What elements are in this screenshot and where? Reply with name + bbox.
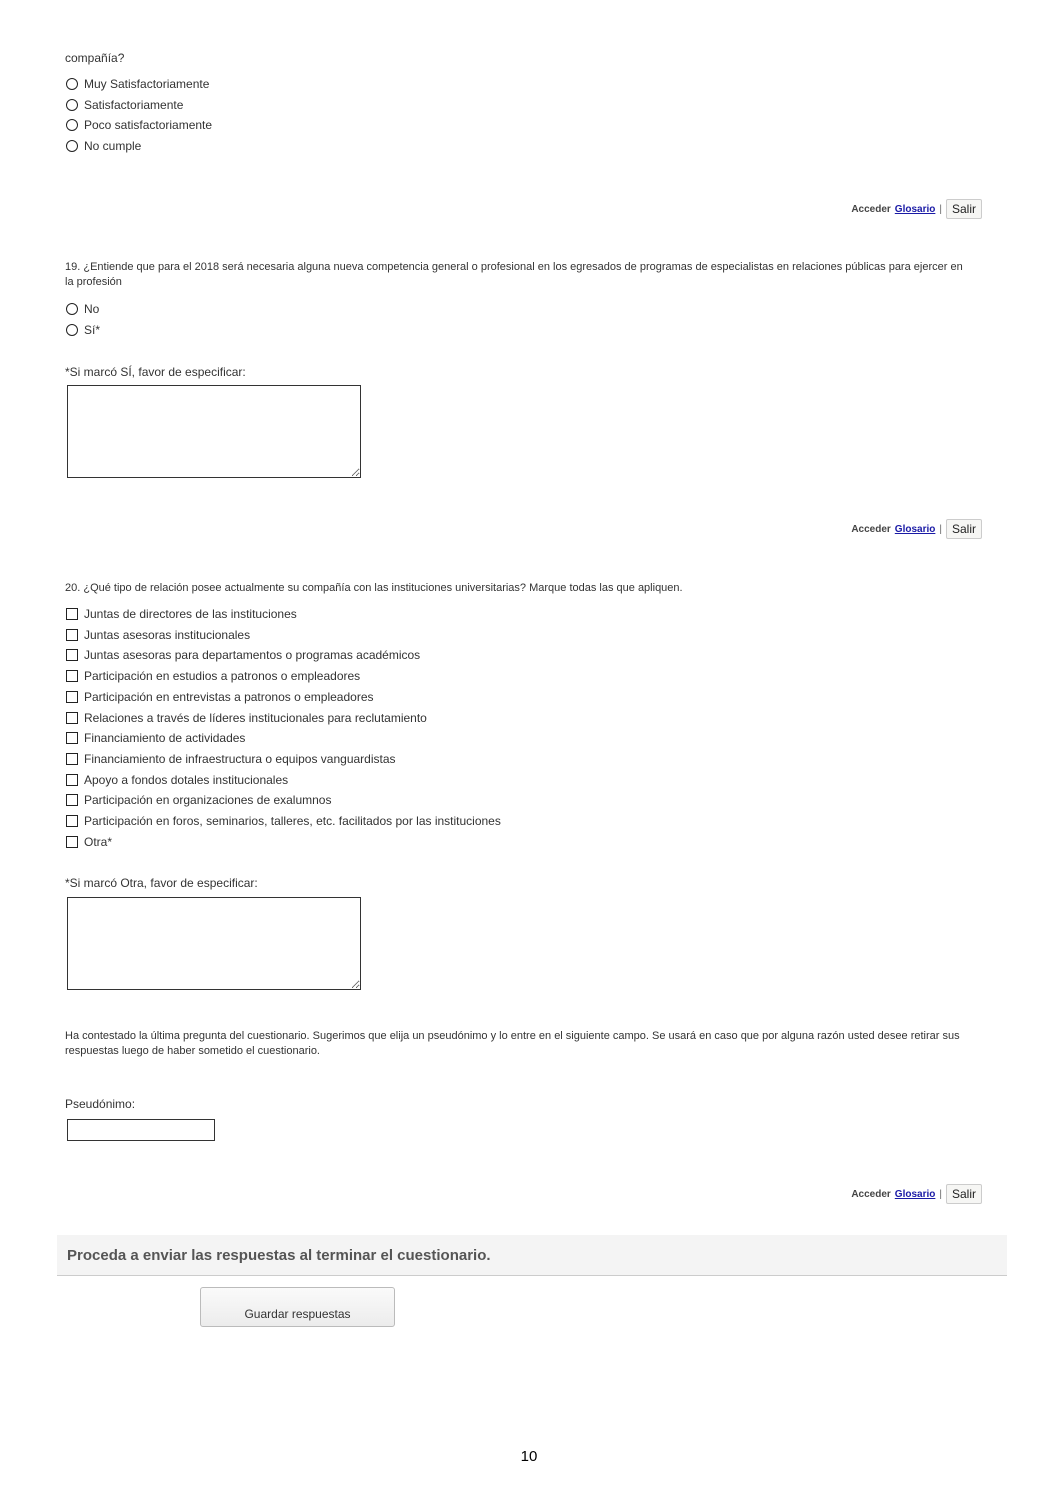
question-18-tail: compañía? [65,51,125,65]
question-20-specify-label: *Si marcó Otra, favor de especificar: [65,876,258,890]
q18-option[interactable] [66,117,212,133]
question-20-text: 20. ¿Qué tipo de relación posee actualmente su compañía con las instituciones universitarias? Marque todas las que apliquen. [65,582,683,594]
pseudonym-label: Pseudónimo: [65,1097,136,1111]
nav-bar [851,519,982,539]
exit-button[interactable]: Salir [946,199,982,219]
option-label: Juntas asesoras para departamentos o programas académicos [84,648,421,663]
save-button-clip [200,1287,395,1321]
save-answers-button[interactable]: Guardar respuestas [200,1287,395,1327]
q20-option[interactable] [66,813,501,829]
option-label: Poco satisfactoriamente [84,118,213,133]
radio-button[interactable] [66,99,78,111]
q20-option[interactable] [66,606,297,622]
q20-option[interactable] [66,668,360,684]
option-label: Juntas de directores de las instituciones [84,607,297,621]
glossary-link[interactable]: Glosario [894,1188,936,1200]
checkbox[interactable] [66,815,78,827]
radio-button[interactable] [66,119,78,131]
option-label: No [84,302,100,316]
q20-option[interactable] [66,834,112,850]
option-label: Participación en organizaciones de exalumnos [84,793,332,808]
checkbox[interactable] [66,753,78,765]
checkbox[interactable] [66,670,78,682]
q20-option[interactable] [66,751,396,767]
q18-option[interactable] [66,76,209,92]
question-19-specify-textarea[interactable] [67,385,361,478]
final-note: Ha contestado la última pregunta del cuestionario. Sugerimos que elija un pseudónimo y lo entre en el siguiente campo. Se usará en caso que por alguna razón usted desee retirar sus respuestas luego de haber sometido el cuestionario. [65,1030,960,1057]
option-label: Participación en estudios a patronos o empleadores [84,669,361,684]
option-label: Apoyo a fondos dotales institucionales [84,772,289,787]
q20-option[interactable] [66,792,331,808]
option-label: Otra* [84,834,113,849]
q18-option[interactable] [66,138,141,154]
q20-option[interactable] [66,772,288,788]
question-20-specify-textarea[interactable] [67,897,361,990]
checkbox[interactable] [66,794,78,806]
option-label: Muy Satisfactoriamente [84,77,210,91]
question-19-specify-label: *Si marcó SÍ, favor de especificar: [65,365,246,379]
q20-option[interactable] [66,689,374,705]
radio-button[interactable] [66,303,78,315]
q19-option[interactable] [66,301,99,317]
checkbox[interactable] [66,649,78,661]
option-label: Financiamiento de infraestructura o equipos vanguardistas [84,751,396,766]
exit-button[interactable]: Salir [946,1184,982,1204]
option-label: Satisfactoriamente [84,97,184,112]
q20-option[interactable] [66,647,420,663]
option-label: Participación en entrevistas a patronos o empleadores [84,689,374,704]
nav-bar [851,1184,982,1204]
checkbox[interactable] [66,691,78,703]
q20-option[interactable] [66,730,245,746]
option-label: Juntas asesoras institucionales [84,627,251,642]
pseudonym-input[interactable] [67,1119,215,1141]
checkbox[interactable] [66,712,78,724]
radio-button[interactable] [66,324,78,336]
separator: | [939,523,942,535]
exit-button[interactable]: Salir [946,519,982,539]
checkbox[interactable] [66,732,78,744]
nav-bar [851,199,982,219]
option-label: Sí* [84,322,101,337]
checkbox[interactable] [66,774,78,786]
q20-option[interactable] [66,627,250,643]
option-label: No cumple [84,139,142,154]
separator: | [939,203,942,215]
glossary-link[interactable]: Glosario [894,203,936,215]
radio-button[interactable] [66,140,78,152]
option-label: Financiamiento de actividades [84,731,246,746]
q20-option[interactable] [66,710,427,726]
checkbox[interactable] [66,629,78,641]
option-label: Participación en foros, seminarios, talleres, etc. facilitados por las instituciones [84,814,501,828]
access-label: Acceder [851,203,891,215]
q19-option[interactable] [66,322,100,338]
q18-option[interactable] [66,97,183,113]
page-number: 10 [520,1448,538,1465]
submit-banner [57,1235,1007,1276]
separator: | [939,1188,942,1200]
submit-banner-text: Proceda a enviar las respuestas al terminar el cuestionario. [67,1247,491,1264]
checkbox[interactable] [66,836,78,848]
glossary-link[interactable]: Glosario [894,523,936,535]
radio-button[interactable] [66,78,78,90]
question-19-text: 19. ¿Entiende que para el 2018 será necesaria alguna nueva competencia general o profesional en los egresados de programas de especialistas en relaciones públicas para ejercer en la profesión [65,261,963,288]
access-label: Acceder [851,1188,891,1200]
checkbox[interactable] [66,608,78,620]
option-label: Relaciones a través de líderes institucionales para reclutamiento [84,710,427,725]
access-label: Acceder [851,523,891,535]
